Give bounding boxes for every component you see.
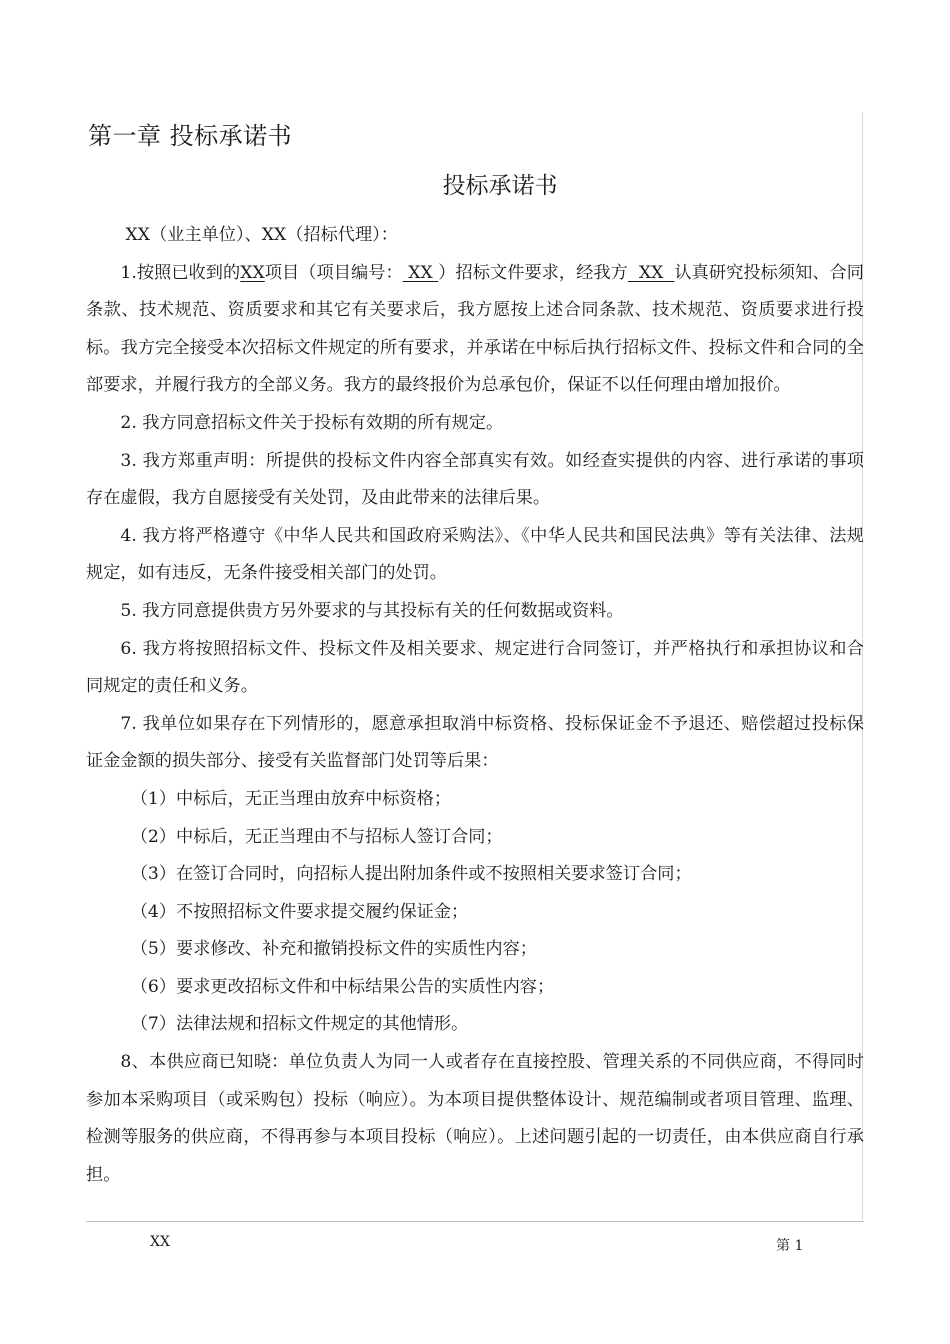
project-number-field: XX <box>402 262 439 283</box>
clause-6: 6. 我方将按照招标文件、投标文件及相关要求、规定进行合同签订，并严格执行和承担协议和合同规定的责任和义务。 <box>86 638 864 697</box>
clause-7-item-1: （1）中标后，无正当理由放弃中标资格； <box>130 788 452 809</box>
chapter-heading: 第一章 投标承诺书 <box>88 122 293 150</box>
clause-7-item-6: （6）要求更改招标文件和中标结果公告的实质性内容； <box>130 976 555 997</box>
clause-1 <box>86 255 864 405</box>
document-title: 投标承诺书 <box>442 173 558 199</box>
clause-1-rest: 认真研究投标须知、合同条款、技术规范、资质要求和其它有关要求后，我方愿按上述合同条款、技术规范、资质要求进行投标。我方完全接受本次招标文件规定的所有要求，并承诺在中标后执行招标文件、投标文件和合同的全部要求，并履行我方的全部义务。我方的最终报价为总承包价，保证不以任何理由增加报价。 <box>86 262 864 396</box>
clause-7-item-3: （3）在签订合同时，向招标人提出附加条件或不按照相关要求签订合同； <box>130 864 692 885</box>
clause-1-middle-1: 项目（项目编号： <box>264 262 403 283</box>
clause-1-prefix: 1.按照已收到的 <box>120 262 241 283</box>
clause-7-item-7: （7）法律法规和招标文件规定的其他情形。 <box>130 1014 469 1035</box>
footer-company: XX <box>150 1234 170 1250</box>
page-number: 第 1 <box>776 1238 804 1254</box>
addressee-line: XX（业主单位）、XX（招标代理）： <box>125 225 398 245</box>
clause-5: 5. 我方同意提供贵方另外要求的与其投标有关的任何数据或资料。 <box>120 600 624 621</box>
clause-7: 7. 我单位如果存在下列情形的，愿意承担取消中标资格、投标保证金不予退还、赔偿超过投标保证金金额的损失部分、接受有关监督部门处罚等后果： <box>86 713 864 772</box>
clause-1-middle-2: ）招标文件要求，经我方 <box>438 262 628 283</box>
bidder-name-field: XX <box>627 262 675 283</box>
clause-4: 4. 我方将严格遵守《中华人民共和国政府采购法》、《中华人民共和国民法典》等有关法律、法规规定，如有违反，无条件接受相关部门的处罚。 <box>86 525 864 584</box>
clause-2: 2. 我方同意招标文件关于投标有效期的所有规定。 <box>120 412 504 433</box>
footer-divider <box>86 1221 864 1222</box>
project-name-field: XX <box>240 262 265 283</box>
document-body <box>86 217 864 1194</box>
clause-8: 8、本供应商已知晓：单位负责人为同一人或者存在直接控股、管理关系的不同供应商，不得同时参加本采购项目（或采购包）投标（响应）。为本项目提供整体设计、规范编制或者项目管理、监理、检测等服务的供应商，不得再参与本项目投标（响应）。上述问题引起的一切责任，由本供应商自行承担。 <box>86 1052 864 1185</box>
clause-7-item-4: （4）不按照招标文件要求提交履约保证金； <box>130 901 469 922</box>
clause-7-item-5: （5）要求修改、补充和撤销投标文件的实质性内容； <box>130 939 537 960</box>
clause-7-item-2: （2）中标后，无正当理由不与招标人签订合同； <box>130 826 503 847</box>
clause-3: 3. 我方郑重声明：所提供的投标文件内容全部真实有效。如经查实提供的内容、进行承诺的事项存在虚假，我方自愿接受有关处罚，及由此带来的法律后果。 <box>86 450 864 509</box>
